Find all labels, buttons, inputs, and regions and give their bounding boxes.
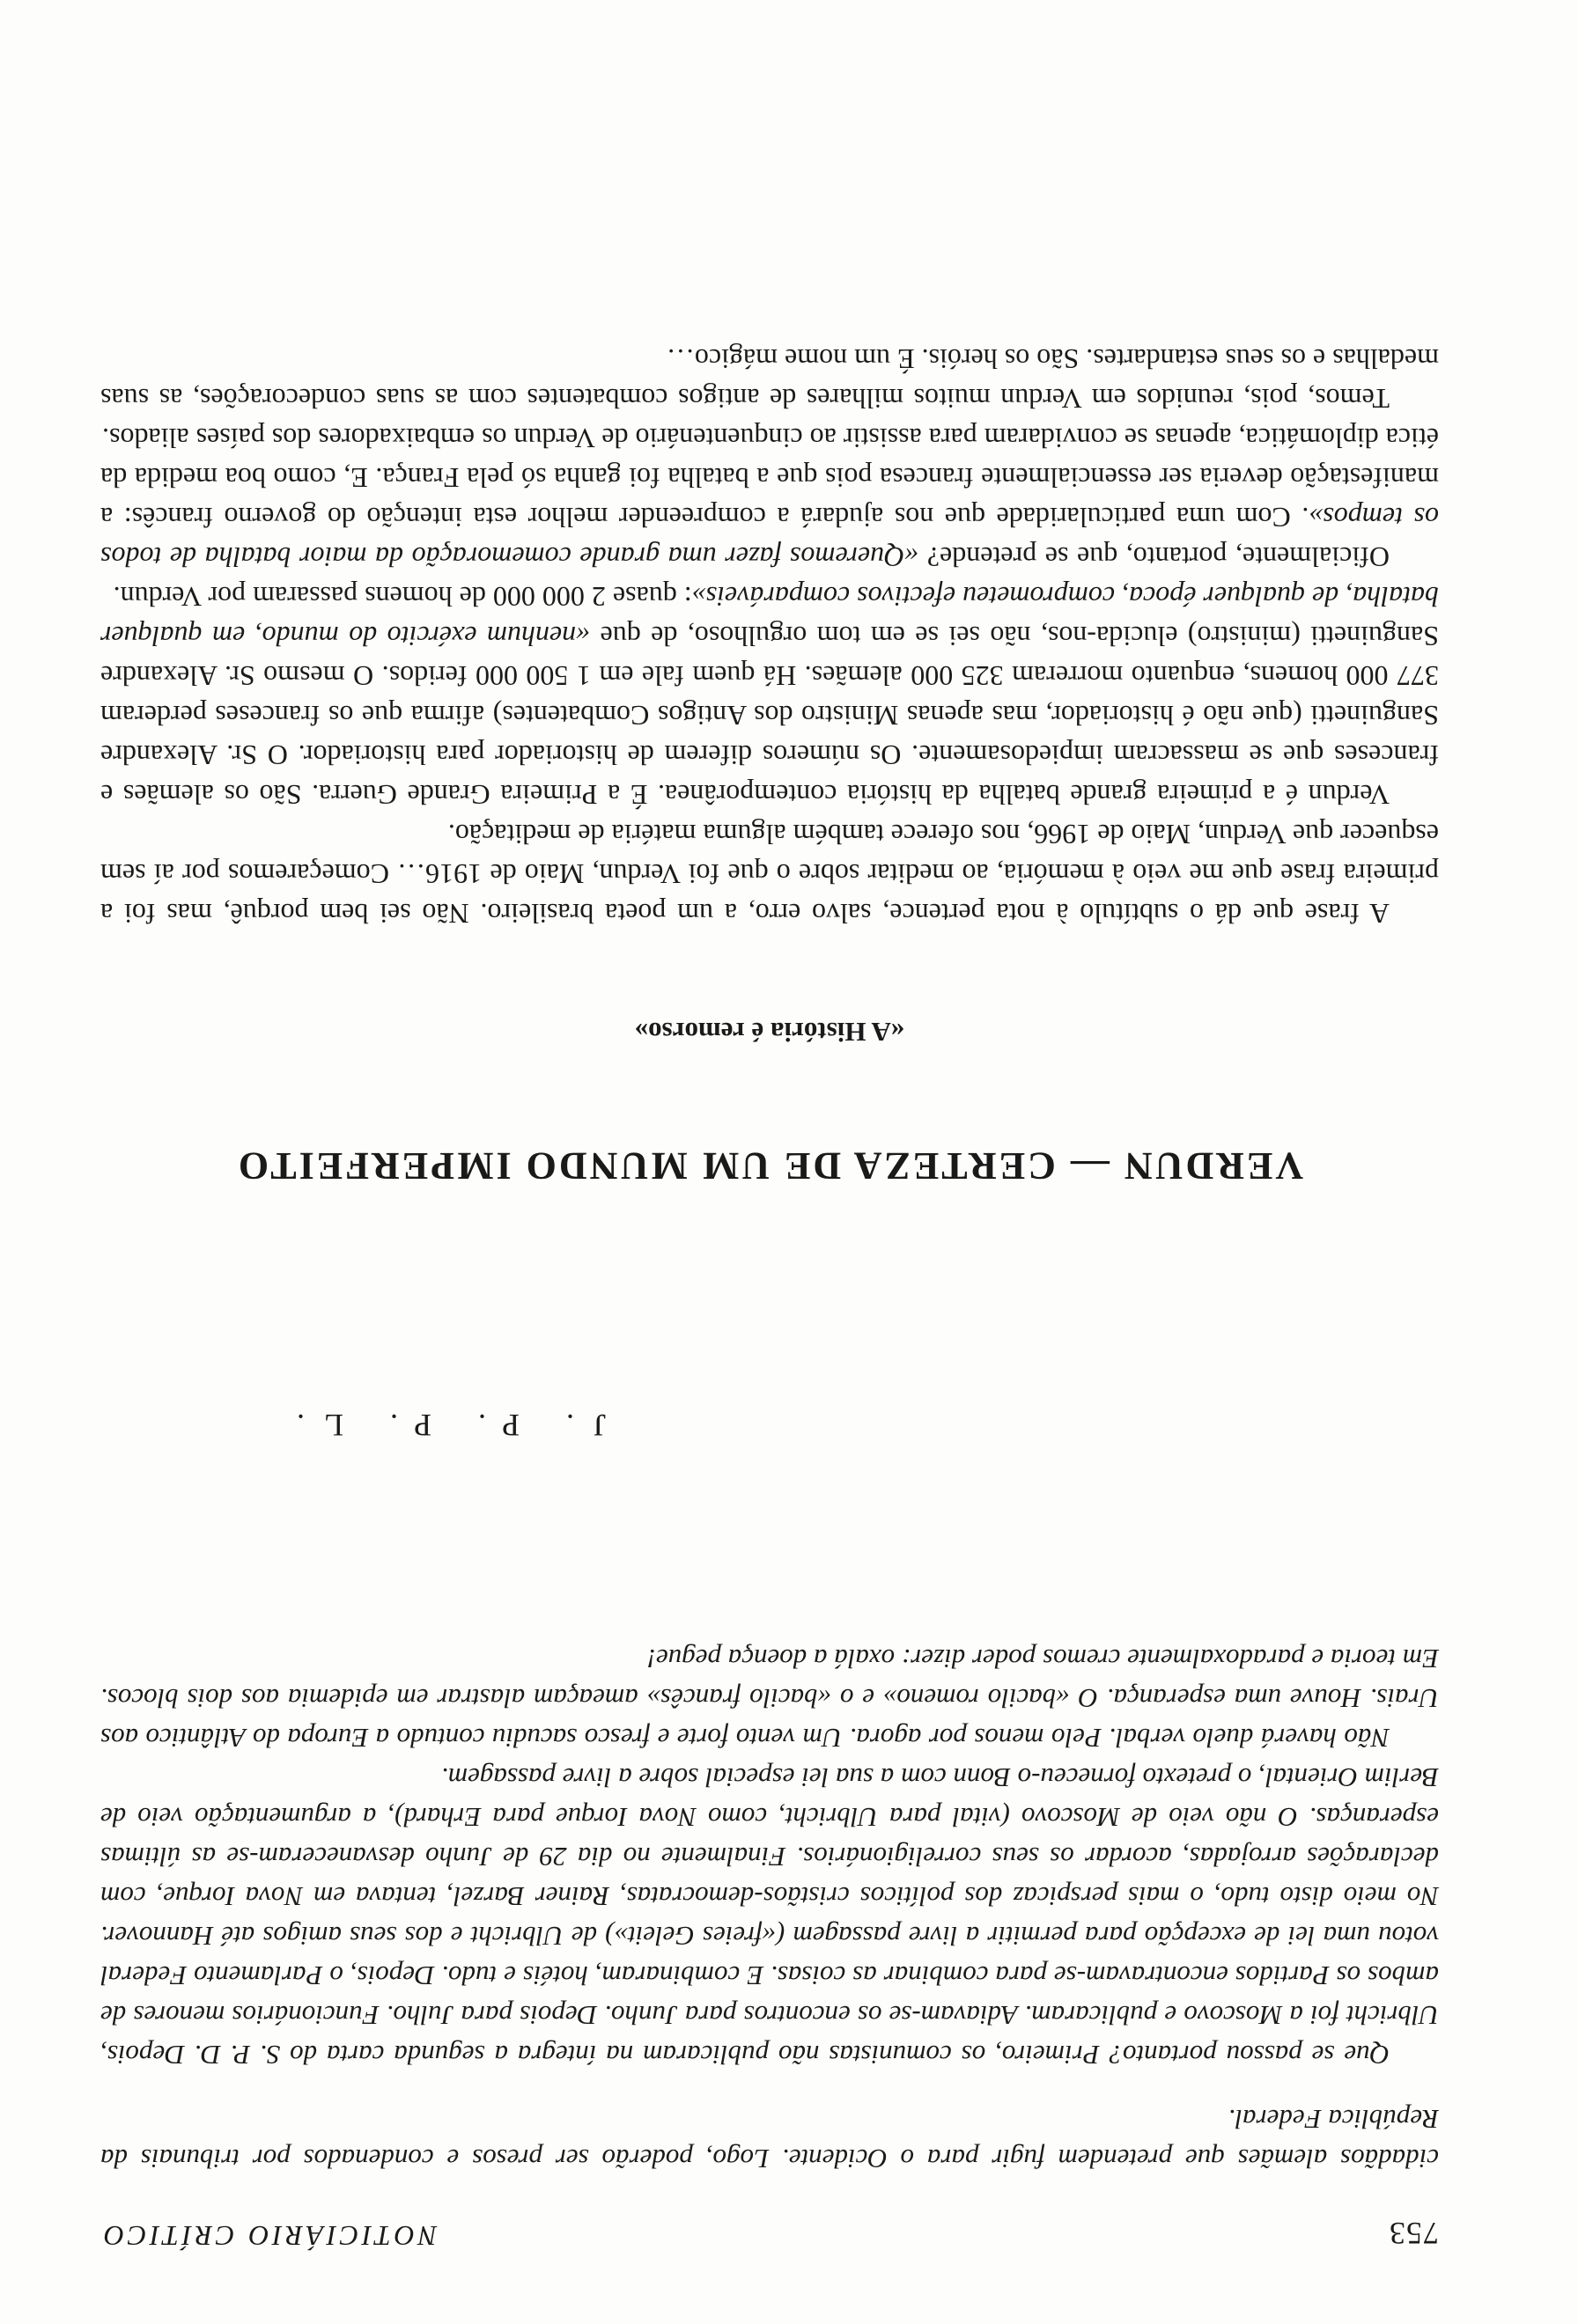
intro-text <box>100 1639 1439 2179</box>
section-title: NOTICIÁRIO CRÍTICO <box>100 2220 438 2252</box>
article-subtitle: «A História é remorso» <box>634 1017 905 1048</box>
article-paragraph-1: A frase que dá o subtítulo à nota pertence, salvo erro, a um poeta brasileiro. Não sei bem porquê, mas foi a primeira frase que me veio à memória, ao meditar sobre o que foi Verdun, Maio de 1916… Começaremos por aí sem esquecer que Verdun, Maio de 1966, nos oferece também alguma matéria de meditação. <box>100 819 1439 930</box>
article-title: VERDUN — CERTEZA DE UM MUNDO IMPERFEITO <box>235 1144 1304 1188</box>
running-head <box>100 2208 1439 2252</box>
article-paragraph-2 <box>100 577 1439 814</box>
page-number: 753 <box>1389 2216 1439 2251</box>
article-paragraph-2-text-a: Verdun é a primeira grande batalha da história contemporânea. É a Primeira Grande Guerra. São os alemães e franceses que se massacram impiedosamente. Os números diferem de historiador para historiador. O Sr. Alexandre Sanguinetti (que não é historiador, mas apenas Ministro dos Antigos Combatentes) afirma que os franceses perderam 377 000 homens, enquanto morreram 325 000 alemães. Há quem fale em 1 500 000 feridos. O mesmo Sr. Alexandre Sanguinetti (ministro) elucida-nos, não sei se em tom orgulhoso, de que <box>100 621 1439 811</box>
article-paragraph-2-quote: «nenhum exército do mundo, em qualquer batalha, de qualquer época, comprometeu efectivos comparáveis» <box>100 581 1439 652</box>
intro-paragraph-2: Que se passou portanto? Primeiro, os comunistas não publicaram na íntegra a segunda carta do S. P. D. Depois, Ulbricht foi a Moscovo e publicaram. Adiavam-se os encontros para Junho. Depois para Julho. Funcionários menores de ambos os Partidos encontravam-se para combinar as coisas. E combinaram, hotéis e tudo. Depois, o Parlamento Federal votou uma lei de excepção para permitir a livre passagem («freies Geleit») de Ulbricht e dos seus amigos até Hannover. No meio disto tudo, o mais perspicaz dos políticos cristãos-democratas, Rainer Barzel, tentava em Nova Iorque, com declarações arrojadas, acordar os seus correligionários. Finalmente no dia 29 de Junho desvaneceram-se as últimas esperanças. O não veio de Moscovo (vital para Ulbricht, como Nova Iorque para Erhard), a argumentação veio de Berlim Oriental, o pretexto forneceu-o Bonn com a sua lei especial sobre a livre passagem. <box>100 1762 1439 2070</box>
intro-paragraph-continuation: cidadãos alemães que pretendem fugir para o Ocidente. Logo, poderão ser presos e condenados por tribunais da República Federal. <box>100 2104 1439 2174</box>
article-paragraph-3-text-b: . Com uma particularidade que nos ajudará a compreender melhor esta intenção do governo francês: a manifestação deveria ser essencialmente francesa pois que a batalha foi ganha só pela França. E, como boa medida da ética diplomática, apenas se convidaram para assistir ao cinquentenário de Verdun os embaixadores dos países aliados. <box>100 423 1439 533</box>
article-paragraph-3 <box>100 418 1439 577</box>
article-paragraph-4: Temos, pois, reunidos em Verdun muitos milhares de antigos combatentes com as suas condecorações, as suas medalhas e os seus estandartes. São os heróis. É um nome mágico… <box>100 343 1439 415</box>
article-body <box>100 339 1439 933</box>
article-paragraph-2-text-b: : quase 2 000 000 de homens passaram por Verdun. <box>113 581 692 613</box>
intro-paragraph-3: Não haverá duelo verbal. Pelo menos por agora. Um vento forte e fresco sacudiu contudo a Europa do Atlântico aos Urais. Houve uma esperança. O «bacilo romeno» e o «bacilo francês» ameaçam alastrar em epidemia aos dois blocos. Em teoria e paradoxalmente cremos poder dizer: oxalá a doença pegue! <box>100 1644 1439 1754</box>
author-signature: J. P. P. L. <box>277 1408 607 1443</box>
article-paragraph-3-quote: «Queremos fazer uma grande comemoração da maior batalha de todos os tempos» <box>100 502 1439 573</box>
article-paragraph-3-text-a: Oficialmente, portanto, que se pretende? <box>918 541 1390 573</box>
